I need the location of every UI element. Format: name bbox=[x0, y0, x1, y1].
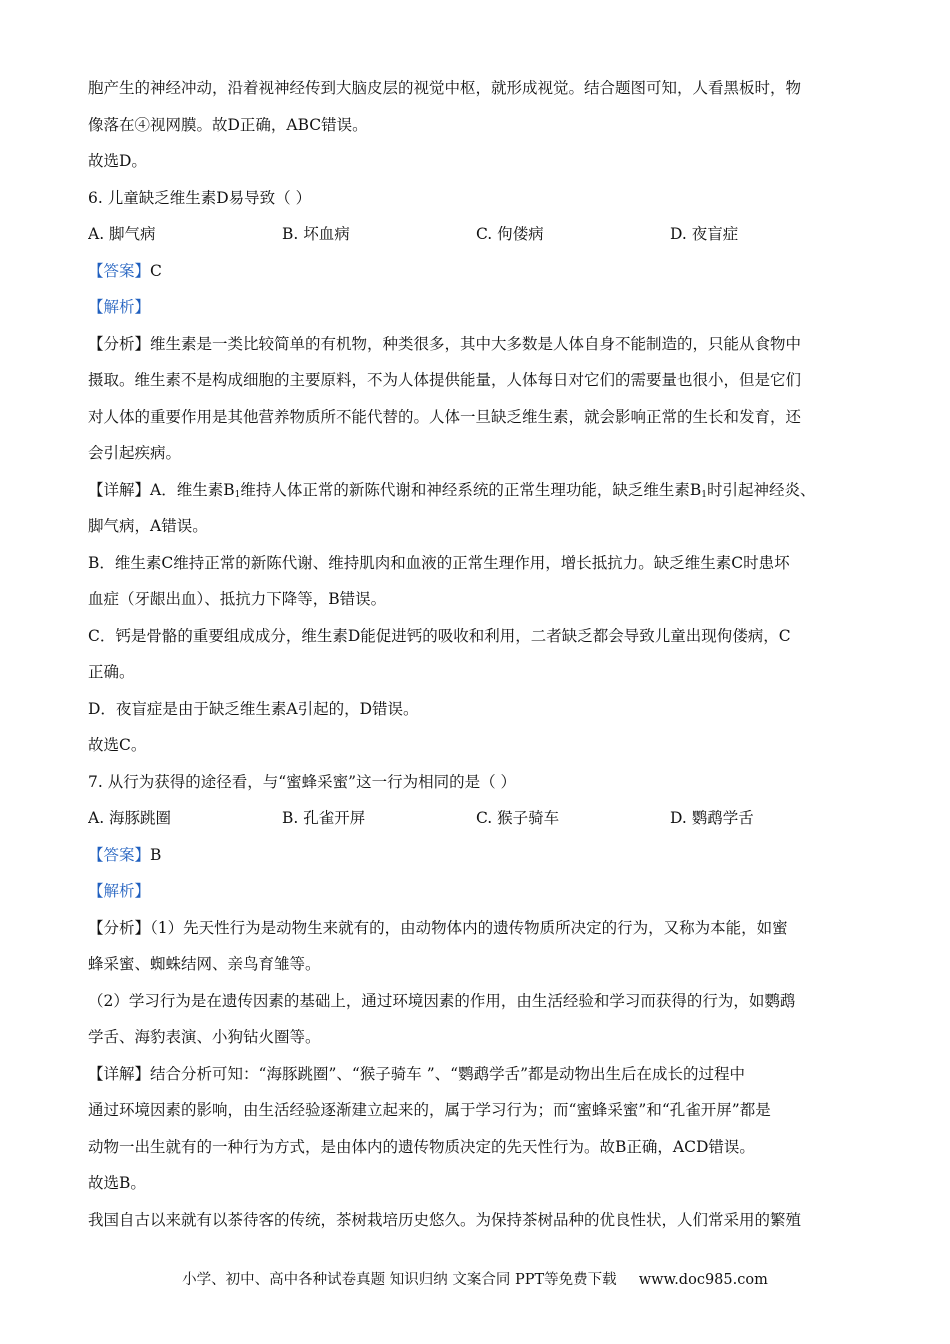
analysis-text: 维生素是一类比较简单的有机物，种类很多，其中大多数是人体自身不能制造的，只能从食物中 bbox=[150, 334, 802, 353]
analysis-line bbox=[88, 910, 873, 947]
answer-tag: 【答案】 bbox=[88, 845, 151, 864]
xiangjie-tag: 【详解】 bbox=[88, 1064, 151, 1083]
answer-line bbox=[88, 253, 873, 290]
option-a: A. 脚气病 bbox=[88, 225, 156, 243]
subscript: 1 bbox=[234, 489, 241, 500]
question-7-stem: 7. 从行为获得的途径看，与“蜜蜂采蜜”这一行为相同的是（ ） bbox=[88, 772, 516, 791]
subscript: 1 bbox=[701, 489, 707, 500]
detail-line bbox=[88, 472, 873, 509]
option-b: B. 孔雀开屏 bbox=[282, 809, 366, 827]
analysis-tag: 【解析】 bbox=[88, 882, 151, 900]
detail-text: C．钙是骨骼的重要组成成分，维生素D能促进钙的吸收和利用，二者缺乏都会导致儿童出现佝偻病，C bbox=[88, 626, 791, 645]
detail-text: 血症（牙龈出血）、抵抗力下降等，B错误。 bbox=[88, 590, 387, 608]
detail-text: A．维生素B bbox=[150, 480, 235, 499]
detail-line bbox=[88, 1056, 873, 1093]
analysis-text: 蜂采蜜、蜘蛛结网、亲鸟育雏等。 bbox=[88, 955, 321, 973]
question-6-options bbox=[88, 216, 873, 253]
fenxi-tag: 【分析】 bbox=[88, 918, 151, 937]
answer-tag: 【答案】 bbox=[88, 261, 151, 280]
analysis-line bbox=[88, 326, 873, 363]
fenxi-tag: 【分析】 bbox=[88, 334, 151, 353]
conclusion: 故选C。 bbox=[88, 736, 147, 754]
passage-intro: 我国自古以来就有以茶待客的传统，茶树栽培历史悠久。为保持茶树品种的优良性状，人们常采用的繁殖 bbox=[88, 1210, 802, 1229]
option-d: D. 夜盲症 bbox=[670, 225, 739, 243]
detail-text: B．维生素C维持正常的新陈代谢、维持肌肉和血液的正常生理作用，增长抵抗力。缺乏维生素C时患坏 bbox=[88, 553, 790, 572]
detail-text: 时引起神经炎、 bbox=[706, 480, 816, 499]
option-c: C. 猴子骑车 bbox=[476, 809, 560, 827]
question-7-options bbox=[88, 800, 873, 837]
text-line: 像落在④视网膜。故D正确，ABC错误。 bbox=[88, 115, 368, 134]
detail-text: 正确。 bbox=[88, 663, 135, 681]
analysis-text: （2）学习行为是在遗传因素的基础上，通过环境因素的作用，由生活经验和学习而获得的行为，如鹦鹉 bbox=[88, 991, 796, 1010]
detail-text: 脚气病，A错误。 bbox=[88, 517, 208, 535]
detail-text: 维持人体正常的新陈代谢和神经系统的正常生理功能，缺乏维生素B bbox=[240, 480, 702, 499]
document-body bbox=[88, 70, 873, 1238]
option-d: D. 鹦鹉学舌 bbox=[670, 809, 754, 827]
analysis-tag: 【解析】 bbox=[88, 298, 151, 316]
xiangjie-tag: 【详解】 bbox=[88, 480, 151, 499]
text-line: 胞产生的神经冲动，沿着视神经传到大脑皮层的视觉中枢，就形成视觉。结合题图可知，人看黑板时，物 bbox=[88, 79, 802, 97]
footer-url[interactable]: www.doc985.com bbox=[638, 1272, 768, 1288]
answer-value: B bbox=[150, 845, 162, 864]
conclusion: 故选D。 bbox=[88, 152, 147, 170]
question-6-stem: 6. 儿童缺乏维生素D易导致（ ） bbox=[88, 188, 312, 207]
analysis-text: （1）先天性行为是动物生来就有的，由动物体内的遗传物质所决定的行为，又称为本能，如蜜 bbox=[150, 918, 788, 937]
option-c: C. 佝偻病 bbox=[476, 225, 544, 243]
answer-line bbox=[88, 837, 873, 874]
detail-text: 动物一出生就有的一种行为方式，是由体内的遗传物质决定的先天性行为。故B正确，ACD错误。 bbox=[88, 1137, 755, 1156]
detail-text: 结合分析可知：“海豚跳圈”、“猴子骑车 ”、“鹦鹉学舌”都是动物出生后在成长的过程中 bbox=[150, 1064, 745, 1083]
page-footer bbox=[0, 1268, 950, 1289]
option-b: B. 坏血病 bbox=[282, 225, 350, 243]
conclusion: 故选B。 bbox=[88, 1174, 146, 1192]
analysis-text: 对人体的重要作用是其他营养物质所不能代替的。人体一旦缺乏维生素，就会影响正常的生长和发育，还 bbox=[88, 407, 802, 426]
analysis-text: 摄取。维生素不是构成细胞的主要原料，不为人体提供能量，人体每日对它们的需要量也很小，但是它们 bbox=[88, 371, 802, 389]
detail-text: 通过环境因素的影响，由生活经验逐渐建立起来的，属于学习行为；而“蜜蜂采蜜”和“孔雀开屏”都是 bbox=[88, 1101, 771, 1119]
detail-text: D．夜盲症是由于缺乏维生素A引起的，D错误。 bbox=[88, 699, 419, 718]
footer-text: 小学、初中、高中各种试卷真题 知识归纳 文案合同 PPT等免费下载 bbox=[182, 1272, 617, 1288]
option-a: A. 海豚跳圈 bbox=[88, 809, 172, 827]
answer-value: C bbox=[150, 261, 162, 280]
analysis-text: 学舌、海豹表演、小狗钻火圈等。 bbox=[88, 1028, 321, 1046]
analysis-text: 会引起疾病。 bbox=[88, 444, 182, 462]
